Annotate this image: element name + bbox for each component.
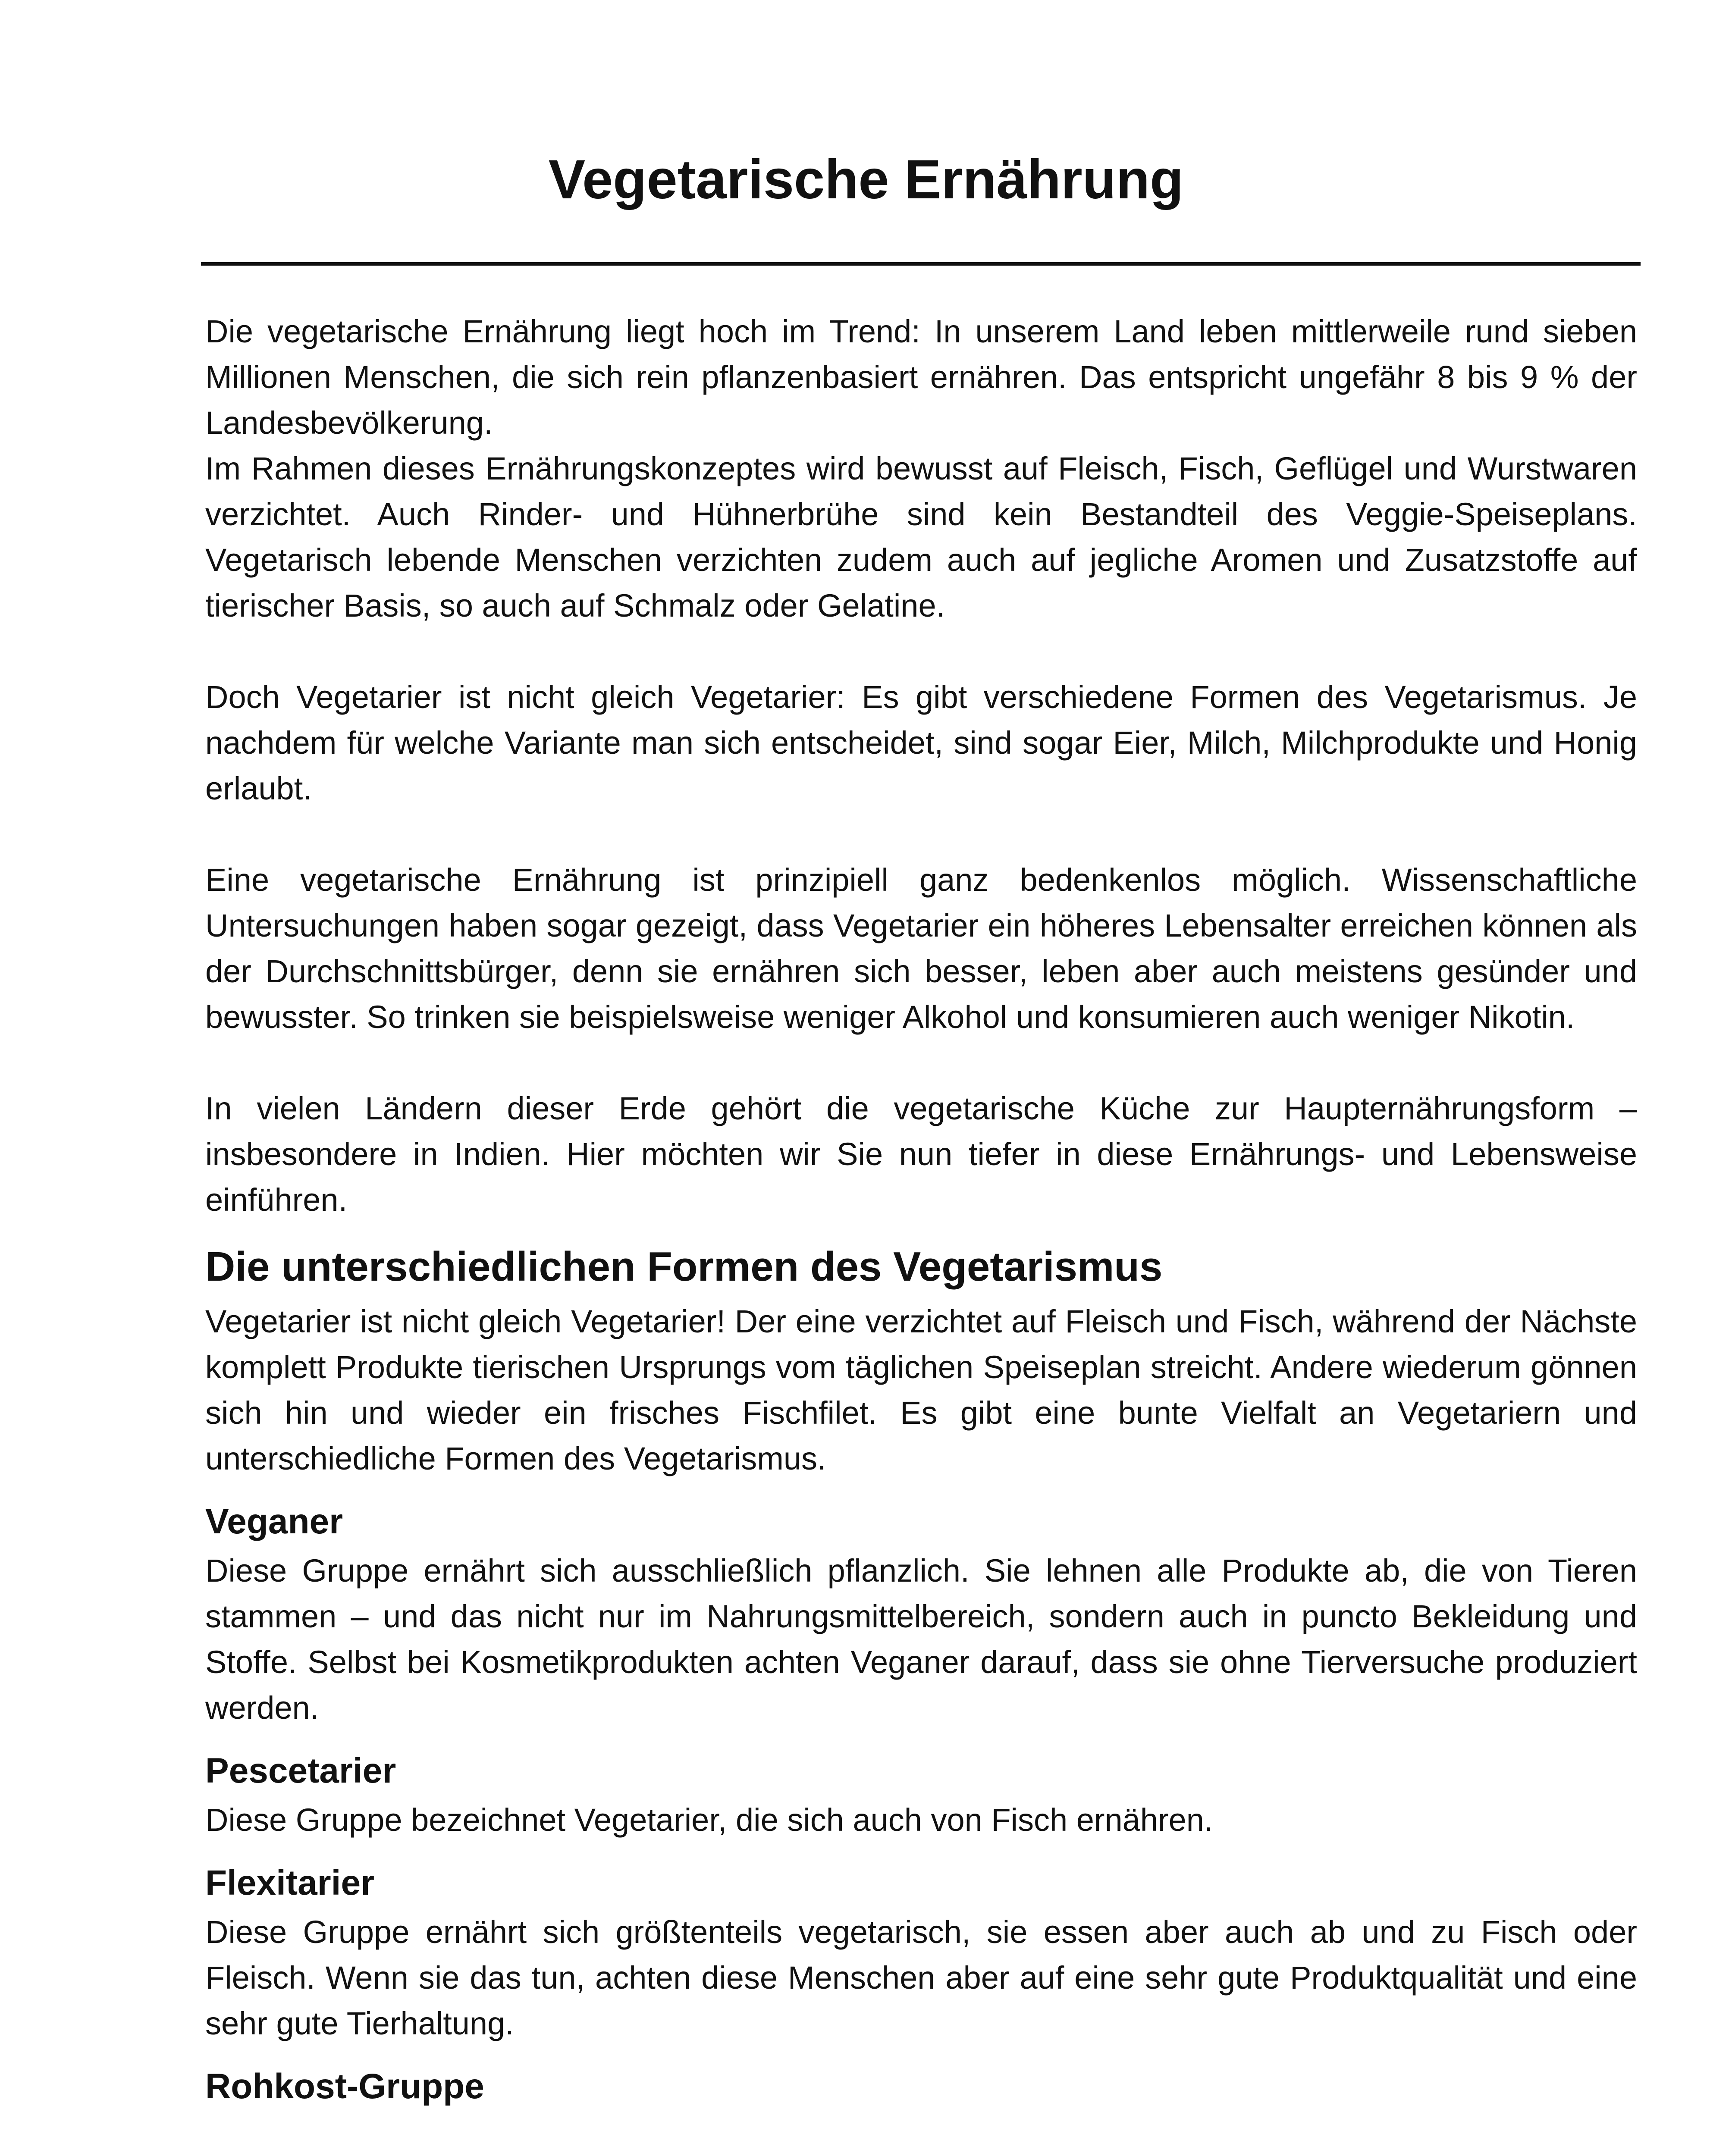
page-title: Vegetarische Ernährung — [548, 149, 1184, 210]
page-content — [205, 309, 1637, 2113]
group-text-pescetarier: Diese Gruppe bezeichnet Vegetarier, die sich auch von Fisch ernähren. — [205, 1802, 1213, 1838]
paragraph-gap — [205, 1040, 1637, 1086]
group-text-flexitarier: Diese Gruppe ernährt sich größtenteils vegetarisch, sie essen aber auch ab und zu Fisch oder Fleisch. Wenn sie das tun, achten diese Menschen aber auf eine sehr gute Produktqualität und eine sehr gute Tierhaltung. — [205, 1914, 1637, 2041]
section-paragraph: Vegetarier ist nicht gleich Vegetarier! Der eine verzichtet auf Fleisch und Fisch, während der Nächste komplett Produkte tierischen Ursprungs vom täglichen Speiseplan streicht. Andere wiederum gönnen sich hin und wieder ein frisches Fischfilet. Es gibt eine bunte Vielfalt an Vegetariern und unterschiedliche Formen des Vegetarismus. — [205, 1304, 1637, 1476]
group-heading-pescetarier: Pescetarier — [205, 1751, 396, 1790]
paragraph-gap — [205, 629, 1637, 674]
intro-paragraph-1: Die vegetarische Ernährung liegt hoch im Trend: In unserem Land leben mittlerweile rund sieben Millionen Menschen, die sich rein pflanzenbasiert ernähren. Das entspricht ungefähr 8 bis 9 % der Landesbevölkerung. — [205, 313, 1637, 441]
section-heading: Die unterschiedlichen Formen des Vegetarismus — [205, 1244, 1163, 1290]
intro-paragraph-3: Doch Vegetarier ist nicht gleich Vegetarier: Es gibt verschiedene Formen des Vegetarismus. Je nachdem für welche Variante man sich entscheidet, sind sogar Eier, Milch, Milchprodukte und Honig erlaubt. — [205, 679, 1637, 806]
group-heading-flexitarier: Flexitarier — [205, 1863, 374, 1902]
group-heading-rohkost: Rohkost-Gruppe — [205, 2067, 484, 2106]
group-text-veganer: Diese Gruppe ernährt sich ausschließlich pflanzlich. Sie lehnen alle Produkte ab, die von Tieren stammen – und das nicht nur im Nahrungsmittelbereich, sondern auch in puncto Bekleidung und Stoffe. Selbst bei Kosmetikprodukten achten Veganer darauf, dass sie ohne Tierversuche produziert werden. — [205, 1553, 1637, 1726]
group-heading-veganer: Veganer — [205, 1502, 343, 1541]
intro-paragraph-4: Eine vegetarische Ernährung ist prinzipiell ganz bedenkenlos möglich. Wissenschaftliche Untersuchungen haben sogar gezeigt, dass Vegetarier ein höheres Lebensalter erreichen können als der Durchschnittsbürger, denn sie ernähren sich besser, leben aber auch meistens gesünder und bewusster. So trinken sie beispielsweise weniger Alkohol und konsumieren auch weniger Nikotin. — [205, 862, 1637, 1035]
paragraph-gap — [205, 812, 1637, 857]
intro-paragraph-2: Im Rahmen dieses Ernährungskonzeptes wird bewusst auf Fleisch, Fisch, Geflügel und Wurstwaren verzichtet. Auch Rinder- und Hühnerbrühe sind kein Bestandteil des Veggie-Speiseplans. Vegetarisch lebende Menschen verzichten zudem auch auf jegliche Aromen und Zusatzstoffe auf tierischer Basis, so auch auf Schmalz oder Gelatine. — [205, 451, 1637, 624]
title-rule — [201, 262, 1641, 266]
intro-paragraph-5: In vielen Ländern dieser Erde gehört die vegetarische Küche zur Haupternährungsform – insbesondere in Indien. Hier möchten wir Sie nun tiefer in diese Ernährungs- und Lebensweise einführen. — [205, 1091, 1637, 1218]
